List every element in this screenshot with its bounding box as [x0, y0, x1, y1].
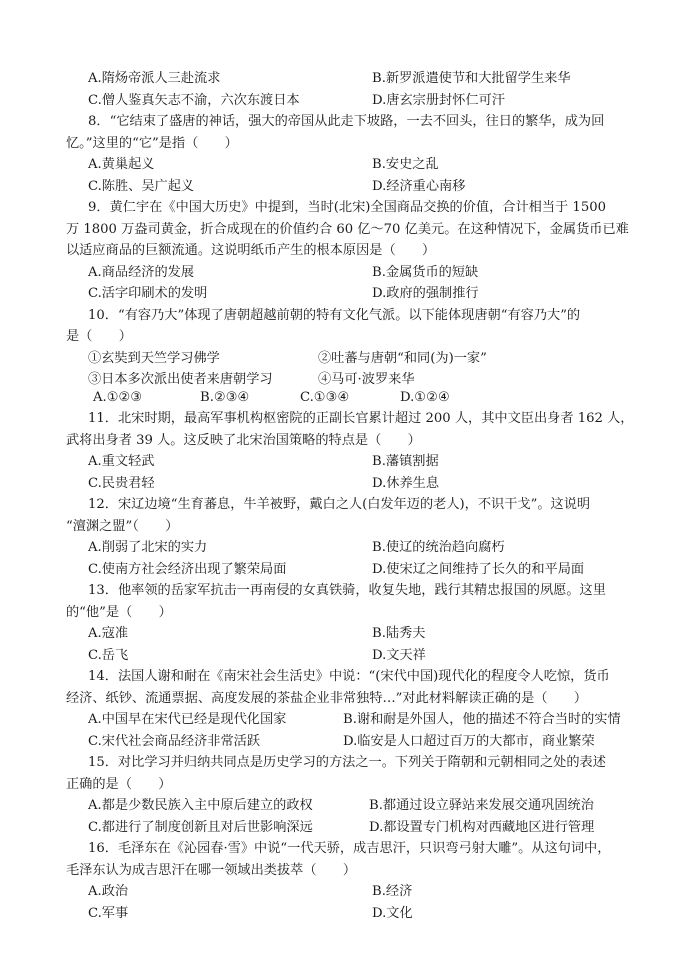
- q15-stem-text-2: 正确的是（ ）: [66, 776, 172, 792]
- q13-stem-text-2: 的“他”是（ ）: [66, 604, 172, 620]
- q7-option-c: C.僧人鉴真矢志不渝，六次东渡日本: [88, 92, 300, 108]
- q11-option-d: D.休养生息: [372, 475, 440, 491]
- q11-option-a: A.重文轻武: [88, 454, 155, 469]
- q8-option-a: A.黄巢起义: [88, 157, 155, 172]
- q10-option-d: D.①②④: [400, 390, 450, 405]
- q15-stem-text-1: 15．对比学习并归纳共同点是历史学习的方法之一。下列关于隋朝和元朝相同之处的表述: [88, 755, 606, 770]
- q8-option-b: B.安史之乱: [372, 157, 439, 172]
- q8-stem-text-1: 8．“它结束了盛唐的神话，强大的帝国从此走下坡路，一去不回头，往日的繁华，成为回: [88, 114, 605, 129]
- q12-option-a: A.削弱了北宋的实力: [88, 540, 208, 555]
- q9-option-b: B.金属货币的短缺: [372, 264, 479, 280]
- q14-stem-text-2: 经济、纸钞、流通票据、高度发展的茶盐企业非常独特…”对此材料解读正确的是（ ）: [66, 690, 588, 706]
- q10-statement-1: ①玄奘到天竺学习佛学: [88, 350, 220, 366]
- q10-statement-3: ③日本多次派出使者来唐朝学习: [88, 372, 273, 387]
- q13-option-c: C.岳飞: [88, 647, 129, 663]
- q16-option-b: B.经济: [372, 884, 413, 899]
- q13-stem-text-1: 13．他率领的岳家军抗击一再南侵的女真铁骑，收复失地，践行其精忠报国的夙愿。这里: [88, 583, 606, 598]
- q8-option-d: D.经济重心南移: [372, 178, 466, 194]
- q15-option-a: A.都是少数民族入主中原后建立的政权: [88, 798, 313, 813]
- q10-statement-2: ②吐蕃与唐朝“和同(为)一家”: [318, 350, 487, 366]
- q10-option-b: B.②③④: [200, 390, 250, 405]
- q13-option-a: A.寇准: [88, 626, 129, 641]
- q14-option-d: D.临安是人口超过百万的大都市，商业繁荣: [343, 733, 595, 749]
- q9-stem-text-3: 以适应商品的巨额流通。这说明纸币产生的根本原因是（ ）: [66, 243, 436, 258]
- q12-stem-text-1: 12．宋辽边境“生育蕃息，牛羊被野，戴白之人(白发年迈的老人)，不识干戈”。这说明: [88, 497, 591, 512]
- q14-option-b: B.谢和耐是外国人，他的描述不符合当时的实情: [343, 712, 621, 727]
- q14-stem-text-1: 14．法国人谢和耐在《南宋社会生活史》中说：“(宋代中国)现代化的程度令人吃惊，货币: [88, 669, 610, 684]
- q9-option-c: C.活字印刷术的发明: [88, 286, 208, 301]
- q10-option-a: A.①②③: [93, 390, 143, 405]
- q15-option-d: D.都设置专门机构对西藏地区进行管理: [369, 819, 595, 835]
- q9-option-d: D.政府的强制推行: [372, 286, 479, 301]
- q9-option-a: A.商品经济的发展: [88, 264, 195, 280]
- q14-option-a: A.中国早在宋代已经是现代化国家: [88, 712, 287, 727]
- q16-stem-text-2: 毛泽东认为成吉思汗在哪一领域出类拔萃（ ）: [66, 862, 357, 878]
- q15-option-c: C.都进行了制度创新且对后世影响深远: [88, 819, 313, 835]
- q9-stem-text-2: 万 1800 万盎司黄金，折合成现在的价值约合 60 亿～70 亿美元。在这种情况下，金属货币已难: [66, 221, 629, 237]
- q11-option-c: C.民贵君轻: [88, 475, 155, 491]
- q16-option-d: D.文化: [372, 905, 413, 921]
- q11-option-b: B.藩镇割据: [372, 454, 439, 469]
- q8-option-c: C.陈胜、吴广起义: [88, 178, 195, 194]
- q8-stem-text-2: 忆。”这里的“它”是指（ ）: [66, 135, 238, 151]
- q11-stem-text-2: 武将出身者 39 人。这反映了北宋治国策略的特点是（ ）: [66, 432, 421, 448]
- q14-option-c: C.宋代社会商品经济非常活跃: [88, 733, 261, 749]
- q13-option-d: D.文天祥: [372, 647, 426, 663]
- q10-statement-4: ④马可·波罗来华: [318, 372, 415, 387]
- q7-option-b: B.新罗派遣使节和大批留学生来华: [372, 71, 571, 86]
- q12-option-c: C.使南方社会经济出现了繁荣局面: [88, 561, 287, 577]
- q16-stem-text-1: 16．毛泽东在《沁园春·雪》中说“一代天骄，成吉思汗，只识弯弓射大雕”。从这句词中，: [88, 841, 611, 856]
- q16-option-a: A.政治: [88, 884, 129, 899]
- q10-stem-text-2: 是（ ）: [66, 329, 132, 344]
- q12-stem-text-2: “澶渊之盟”（ ）: [66, 518, 179, 534]
- q7-option-d: D.唐玄宗册封怀仁可汗: [372, 92, 505, 108]
- q16-option-c: C.军事: [88, 905, 129, 921]
- q15-option-b: B.都通过设立驿站来发展交通巩固统治: [369, 798, 594, 813]
- q11-stem-text-1: 11．北宋时期，最高军事机构枢密院的正副长官累计超过 200 人，其中文臣出身者 162 人，: [88, 411, 634, 426]
- q9-stem-text-1: 9．黄仁宇在《中国大历史》中提到，当时(北宋)全国商品交换的价值，合计相当于 1500: [88, 200, 606, 215]
- q10-option-c: C.①③④: [300, 390, 350, 405]
- q12-option-d: D.使宋辽之间维持了长久的和平局面: [372, 561, 585, 577]
- q13-option-b: B.陆秀夫: [372, 626, 426, 641]
- q12-option-b: B.使辽的统治趋向腐朽: [372, 540, 505, 555]
- q10-stem-text-1: 10．“有容乃大”体现了唐朝超越前朝的特有文化气派。以下能体现唐朝“有容乃大”的: [88, 307, 581, 323]
- q7-option-a: A.隋炀帝派人三赴流求: [88, 71, 221, 86]
